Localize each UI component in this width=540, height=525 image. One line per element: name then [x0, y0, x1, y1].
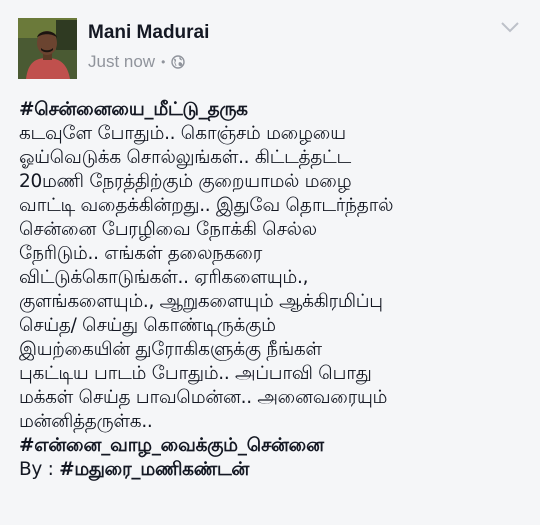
byline [19, 458, 529, 482]
body-line: மக்கள் செய்த பாவமென்ன.. அனைவரையும் [19, 387, 388, 408]
body-line: புகட்டிய பாடம் போதும்.. அப்பாவி பொது [19, 363, 372, 384]
meta-separator: • [161, 55, 166, 69]
body-line: குளங்களையும்., ஆறுகளையும் ஆக்கிரமிப்பு [19, 291, 383, 312]
body-line: வாட்டி வதைக்கின்றது.. இதுவே தொடர்ந்தால் [19, 195, 394, 216]
body-line: 20மணி நேரத்திற்கும் குறையாமல் மழை [19, 171, 352, 192]
body-line: மன்னித்தருள்க.. [19, 411, 153, 432]
byline-label: By : [19, 459, 60, 480]
avatar[interactable] [18, 18, 77, 79]
avatar-photo [18, 18, 77, 79]
chevron-down-icon[interactable] [500, 20, 520, 34]
body-line: செய்த/ செய்து கொண்டிருக்கும் [19, 315, 276, 336]
body-line: விட்டுக்கொடுங்கள்.. ஏரிகளையும்., [19, 267, 309, 288]
body-line: நேரிடும்.. எங்கள் தலைநகரை [19, 243, 262, 264]
post-meta [88, 52, 185, 72]
hashtag-link[interactable]: #மதுரை_மணிகண்டன் [59, 459, 250, 480]
body-line: இயற்கையின் துரோகிகளுக்கு நீங்கள் [19, 339, 322, 360]
globe-icon[interactable] [171, 55, 185, 69]
timestamp[interactable]: Just now [88, 52, 156, 71]
body-line: ஓய்வெடுக்க சொல்லுங்கள்.. கிட்டத்தட்ட [19, 147, 351, 168]
hashtag-link[interactable]: #சென்னையை_மீட்டு_தருக [19, 99, 248, 120]
author-name[interactable]: Mani Madurai [88, 22, 210, 43]
hashtag-link[interactable]: #என்னை_வாழ_வைக்கும்_சென்னை [19, 435, 324, 456]
post-body [19, 98, 529, 482]
body-line: சென்னை பேரழிவை நோக்கி செல்ல [19, 219, 317, 240]
body-line: கடவுளே போதும்.. கொஞ்சம் மழையை [19, 123, 346, 144]
post-header [18, 18, 528, 80]
